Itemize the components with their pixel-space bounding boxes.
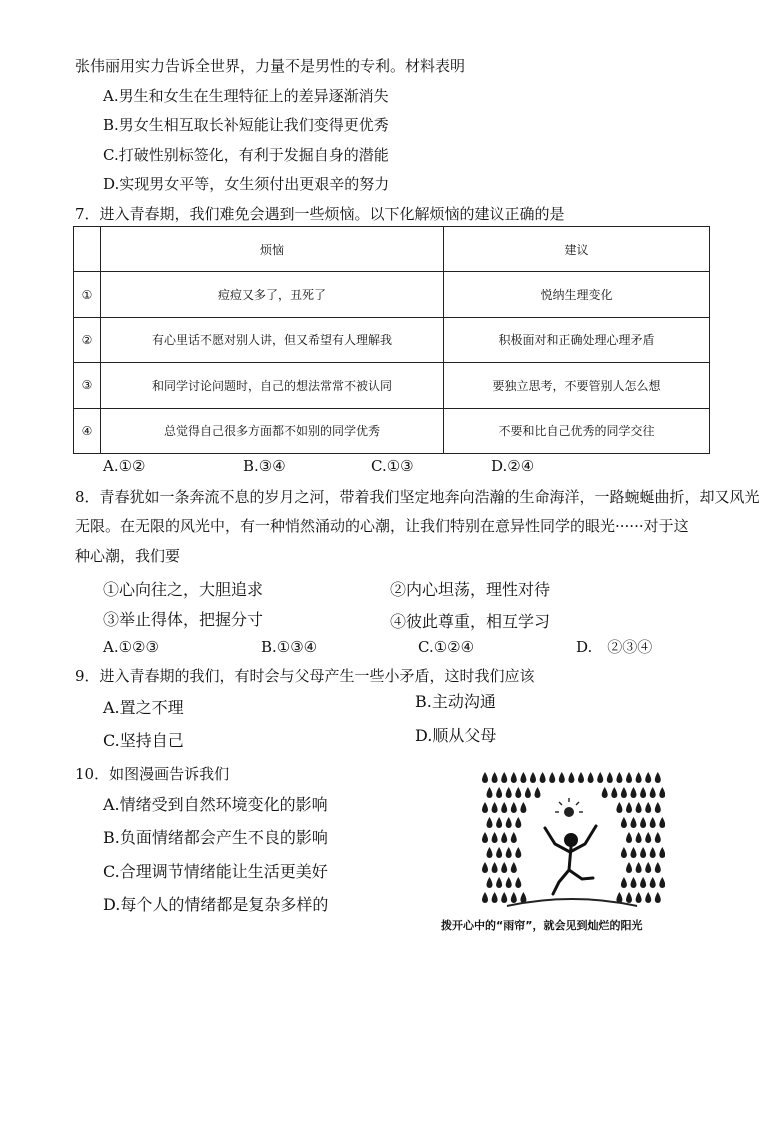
q8-stem-line3: 种心潮，我们要 <box>75 547 181 565</box>
q9-option-a: A.置之不理 <box>103 698 184 717</box>
q7-table <box>73 226 710 454</box>
q7-answer-b: B.③④ <box>243 457 286 475</box>
table-header-cell <box>74 227 101 272</box>
q8-item-2: ②内心坦荡，理性对待 <box>390 580 551 599</box>
q10-option-d: D.每个人的情绪都是复杂多样的 <box>103 895 329 914</box>
table-cell: 痘痘又多了，丑死了 <box>101 272 444 317</box>
table-cell: 不要和比自己优秀的同学交往 <box>444 408 710 453</box>
table-cell: 悦纳生理变化 <box>444 272 710 317</box>
q8-answer-c: C.①②④ <box>418 638 475 656</box>
table-cell: ① <box>74 272 101 317</box>
q7-answer-d: D.②④ <box>491 457 535 475</box>
q8-answer-d: D. ②③④ <box>576 638 653 656</box>
q9-option-c: C.坚持自己 <box>103 731 184 750</box>
table-cell: ④ <box>74 408 101 453</box>
table-header-cell: 烦恼 <box>101 227 444 272</box>
q7-stem: 7．进入青春期，我们难免会遇到一些烦恼。以下化解烦恼的建议正确的是 <box>75 205 565 223</box>
q8-item-1: ①心向往之，大胆追求 <box>103 580 264 599</box>
comic-caption: 拨开心中的“雨帘”，就会见到灿烂的阳光 <box>441 919 643 932</box>
q6-option-d: D.实现男女平等，女生须付出更艰辛的努力 <box>103 175 390 193</box>
q10-option-a: A.情绪受到自然环境变化的影响 <box>103 795 328 814</box>
table-row <box>74 317 710 362</box>
table-header-cell: 建议 <box>444 227 710 272</box>
q6-option-b: B.男女生相互取长补短能让我们变得更优秀 <box>103 116 389 134</box>
table-row <box>74 363 710 408</box>
table-row <box>74 408 710 453</box>
table-cell: 有心里话不愿对别人讲，但又希望有人理解我 <box>101 317 444 362</box>
q8-stem-line1: 8．青春犹如一条奔流不息的岁月之河，带着我们坚定地奔向浩瀚的生命海洋，一路蜿蜒曲折，却又风光 <box>75 488 760 506</box>
q10-stem: 10．如图漫画告诉我们 <box>75 765 230 783</box>
table-header-row <box>74 227 710 272</box>
table-cell: ③ <box>74 363 101 408</box>
table-cell: 要独立思考，不要管别人怎么想 <box>444 363 710 408</box>
q9-option-b: B.主动沟通 <box>415 692 496 711</box>
q7-answer-c: C.①③ <box>371 457 414 475</box>
q6-option-a: A.男生和女生在生理特征上的差异逐渐消失 <box>103 87 389 105</box>
table-row <box>74 272 710 317</box>
q8-stem-line2: 无限。在无限的风光中，有一种悄然涌动的心潮，让我们特别在意异性同学的眼光······对于这 <box>75 517 689 535</box>
table-cell: 积极面对和正确处理心理矛盾 <box>444 317 710 362</box>
q6-stem: 张伟丽用实力告诉全世界，力量不是男性的专利。材料表明 <box>75 57 466 75</box>
q9-option-d: D.顺从父母 <box>415 726 497 745</box>
q8-item-3: ③举止得体，把握分寸 <box>103 610 264 629</box>
rain-curtain-comic <box>479 766 665 911</box>
q8-answer-b: B.①③④ <box>261 638 318 656</box>
table-cell: ② <box>74 317 101 362</box>
q10-option-c: C.合理调节情绪能让生活更美好 <box>103 862 328 881</box>
q6-option-c: C.打破性别标签化，有利于发掘自身的潜能 <box>103 146 389 164</box>
q8-item-4: ④彼此尊重，相互学习 <box>390 612 551 631</box>
q10-option-b: B.负面情绪都会产生不良的影响 <box>103 828 328 847</box>
q7-answer-a: A.①② <box>103 457 146 475</box>
q9-stem: 9．进入青春期的我们，有时会与父母产生一些小矛盾，这时我们应该 <box>75 667 535 685</box>
q8-answer-a: A.①②③ <box>103 638 159 656</box>
table-cell: 总觉得自己很多方面都不如别的同学优秀 <box>101 408 444 453</box>
table-cell: 和同学讨论问题时，自己的想法常常不被认同 <box>101 363 444 408</box>
